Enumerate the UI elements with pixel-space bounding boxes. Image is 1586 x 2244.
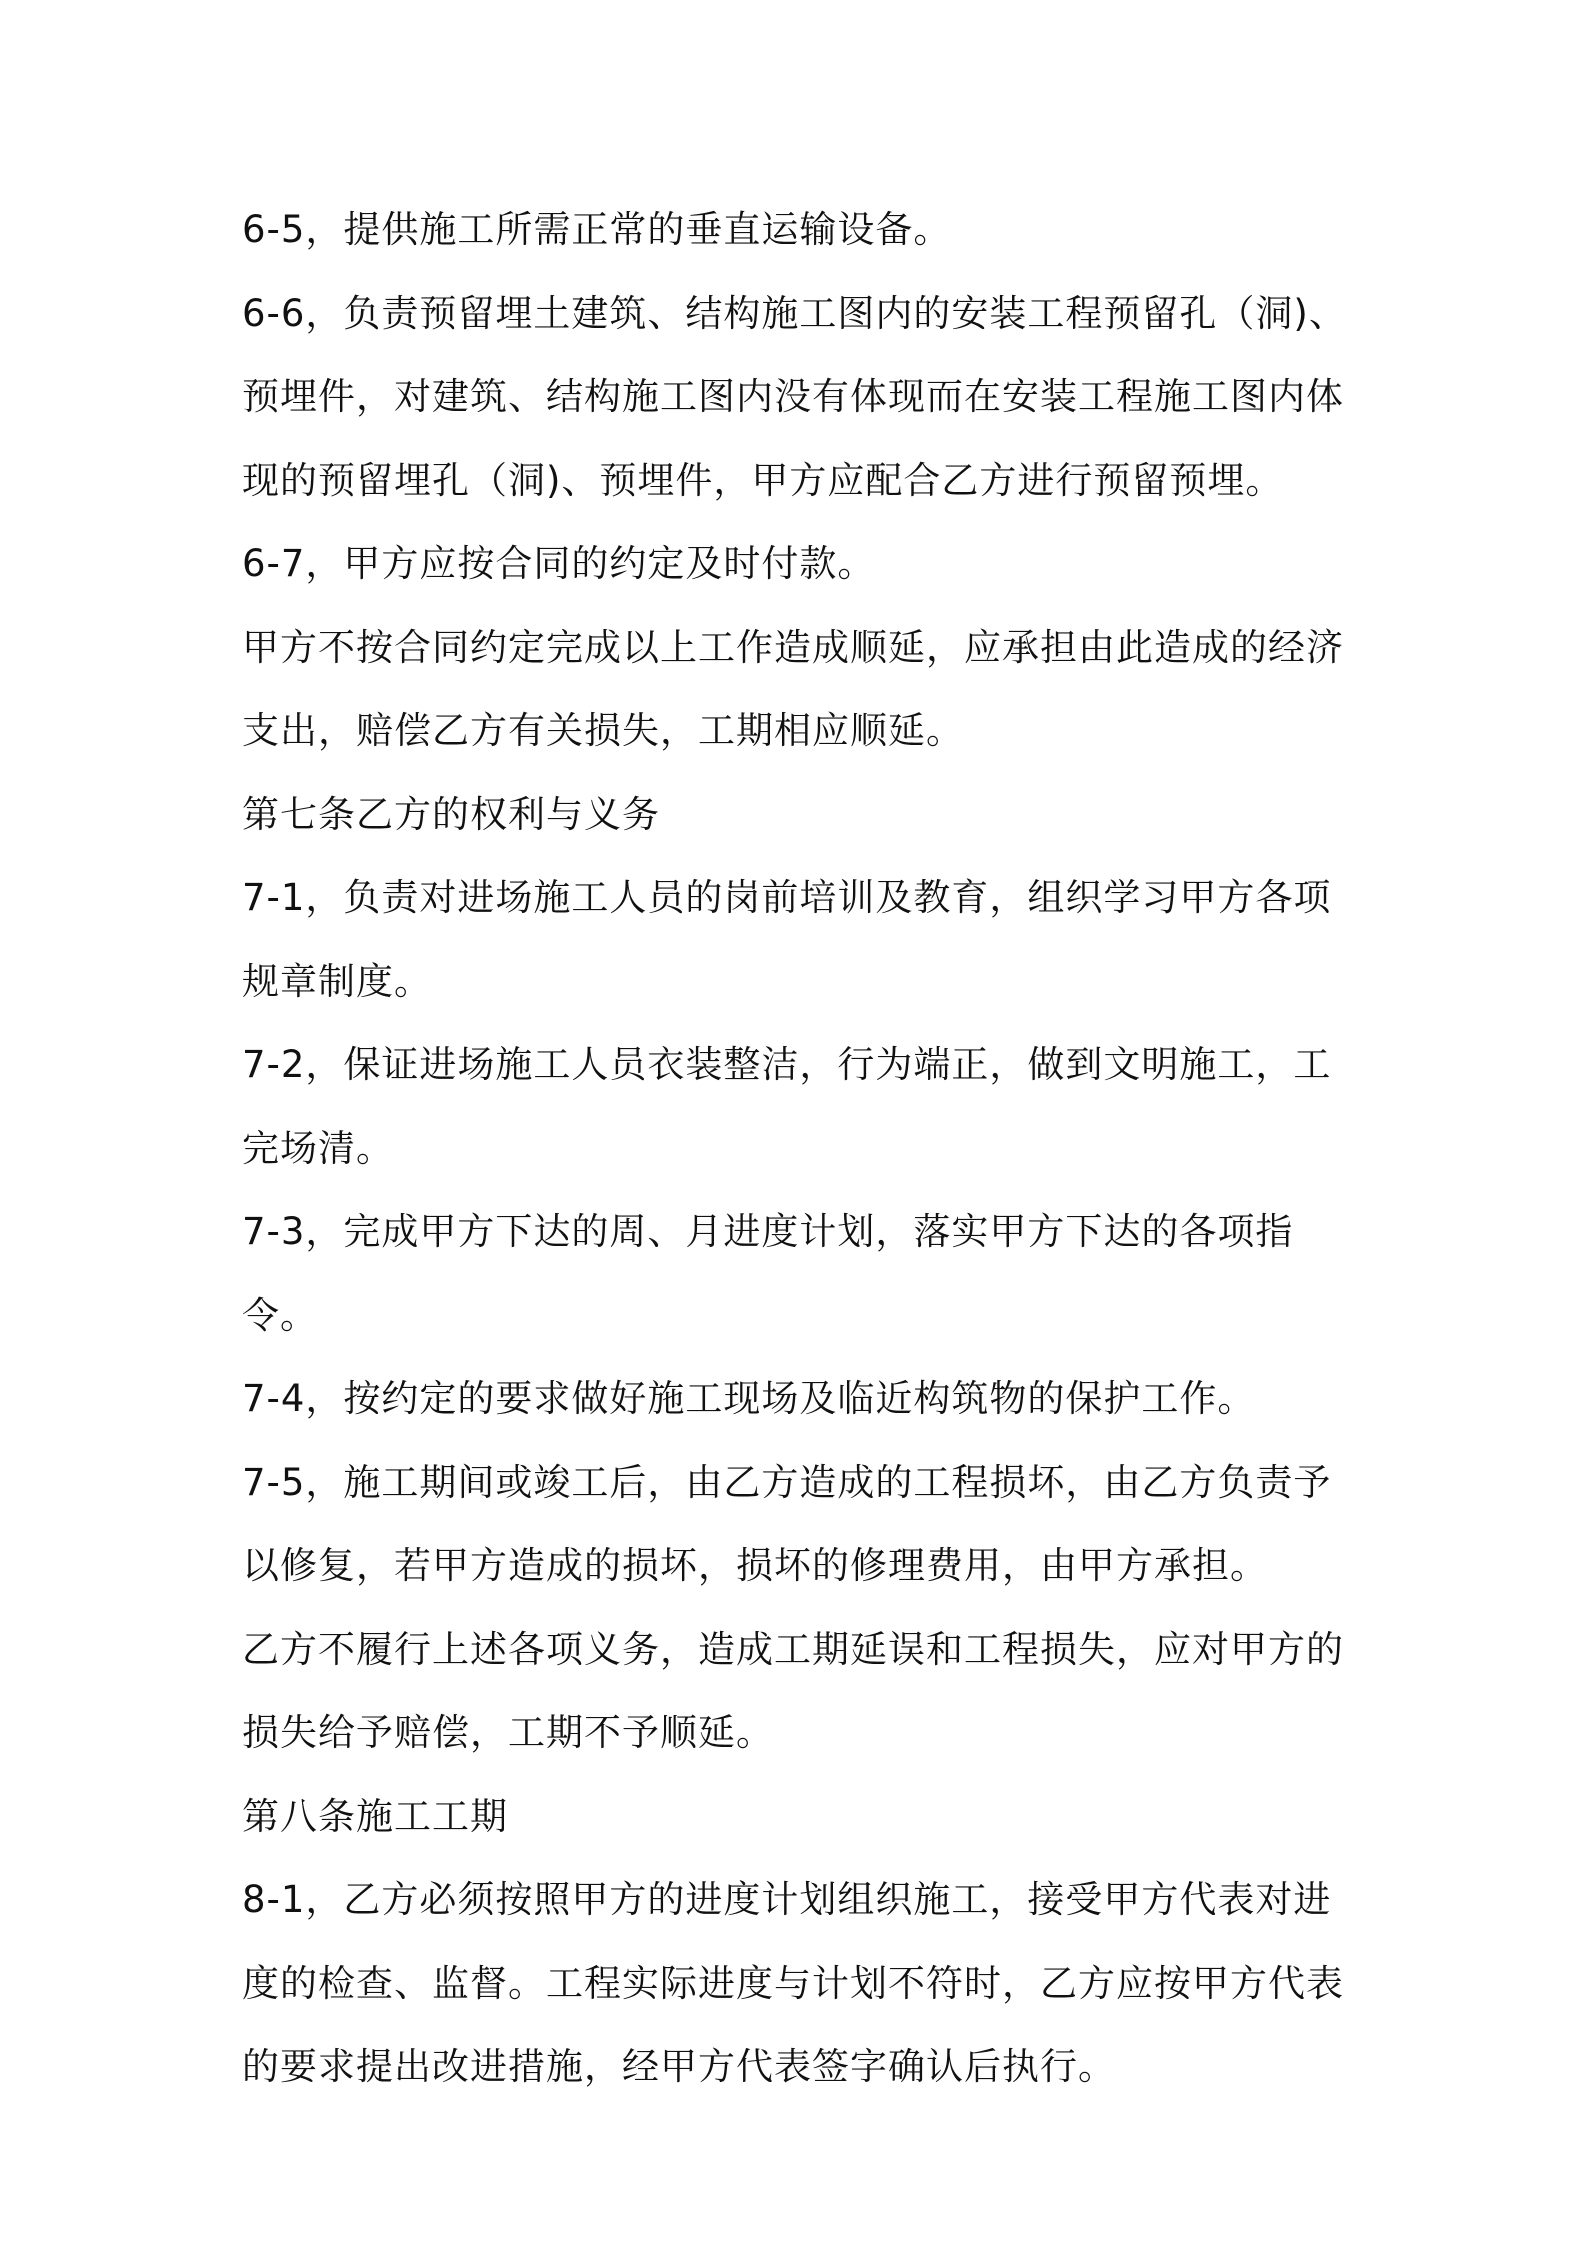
- clause-7-5: 7-5，施工期间或竣工后，由乙方造成的工程损坏，由乙方负责予以修复，若甲方造成的损坏，损坏的修理费用，由甲方承担。: [242, 1460, 1332, 1587]
- clause-8-1: 8-1，乙方必须按照甲方的进度计划组织施工，接受甲方代表对进度的检查、监督。工程实际进度与计划不符时，乙方应按甲方代表的要求提出改进措施，经甲方代表签字确认后执行。: [242, 1878, 1344, 2088]
- clause-7-4: 7-4，按约定的要求做好施工现场及临近构筑物的保护工作。: [242, 1377, 1256, 1420]
- article-8-heading: 第八条施工工期: [242, 1794, 508, 1838]
- clause-6-7: 6-7，甲方应按合同的约定及时付款。: [242, 542, 876, 585]
- clause-7-penalty-note: 乙方不履行上述各项义务，造成工期延误和工程损失，应对甲方的损失给予赔偿，工期不予顺延。: [242, 1627, 1344, 1754]
- clause-7-2: 7-2，保证进场施工人员衣装整洁，行为端正，做到文明施工，工完场清。: [242, 1043, 1332, 1170]
- clause-7-3: 7-3，完成甲方下达的周、月进度计划，落实甲方下达的各项指令。: [242, 1210, 1294, 1337]
- clause-6-penalty-note: 甲方不按合同约定完成以上工作造成顺延，应承担由此造成的经济支出，赔偿乙方有关损失，工期相应顺延。: [242, 625, 1344, 752]
- clause-6-6: 6-6，负责预留埋土建筑、结构施工图内的安装工程预留孔（洞)、预埋件，对建筑、结构施工图内没有体现而在安装工程施工图内体现的预留埋孔（洞)、预埋件，甲方应配合乙方进行预留预埋。: [242, 291, 1347, 502]
- document-body: [242, 188, 1362, 2109]
- article-7-heading: 第七条乙方的权利与义务: [242, 792, 660, 836]
- clause-7-1: 7-1，负责对进场施工人员的岗前培训及教育，组织学习甲方各项规章制度。: [242, 876, 1332, 1003]
- clause-6-5: 6-5，提供施工所需正常的垂直运输设备。: [242, 208, 952, 251]
